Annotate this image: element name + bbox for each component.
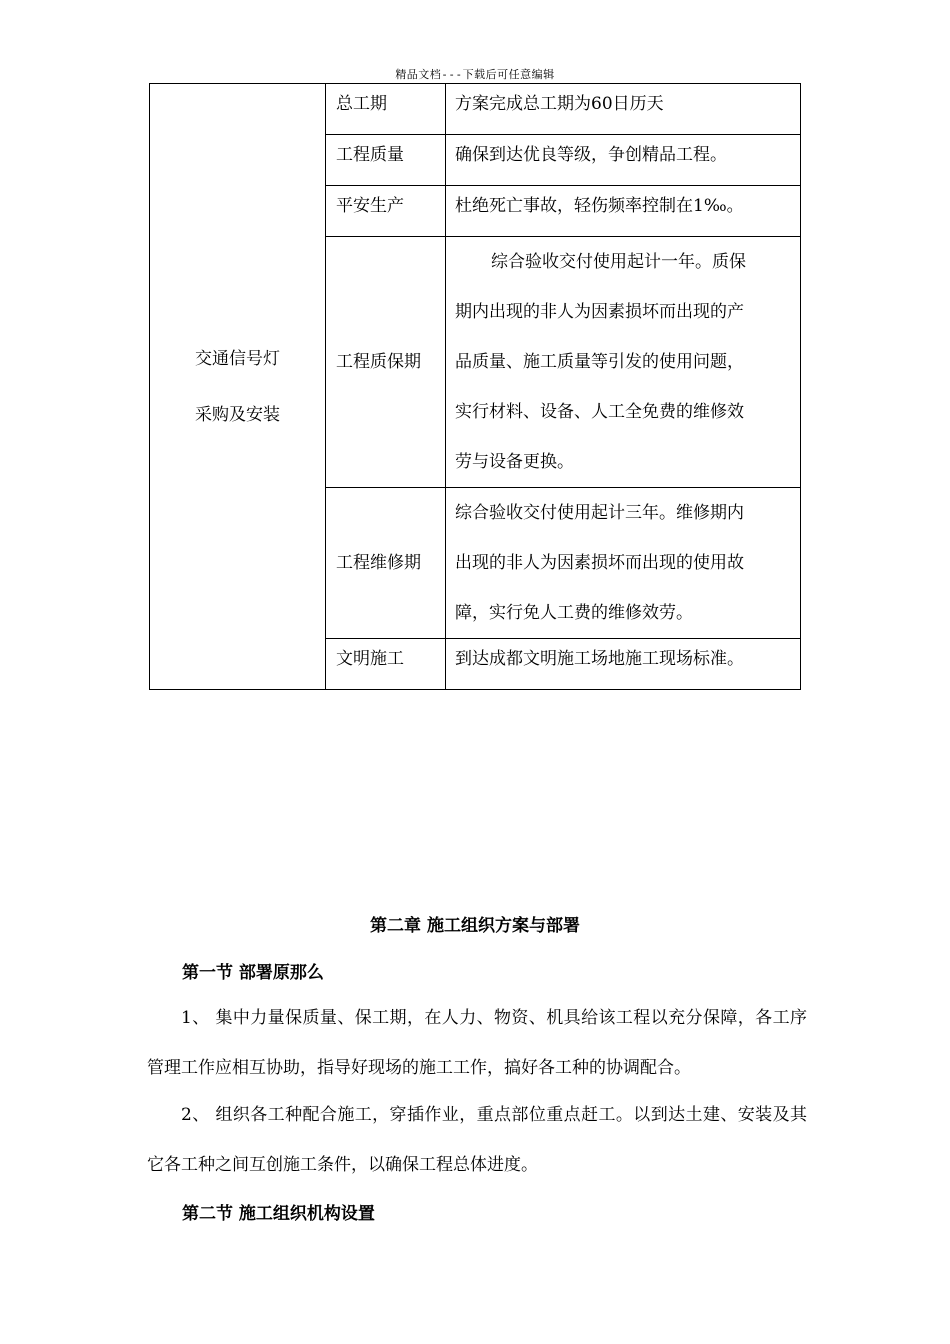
section-title: 第二节 施工组织机构设置 bbox=[182, 1204, 375, 1224]
project-name-line: 交通信号灯 bbox=[195, 348, 280, 369]
project-spec-table bbox=[149, 83, 801, 690]
project-name-line: 采购及安装 bbox=[195, 404, 280, 425]
section-title: 第一节 部署原那么 bbox=[182, 963, 324, 983]
content-line: 劳与设备更换。 bbox=[455, 452, 574, 472]
content-line: 到达成都文明施工场地施工现场标准。 bbox=[455, 649, 744, 669]
item-cell: 工程质量 bbox=[326, 135, 446, 186]
content-cell bbox=[446, 186, 801, 237]
item-cell: 总工期 bbox=[326, 84, 446, 135]
page-header-watermark: 精品文档---下载后可任意编辑 bbox=[395, 68, 555, 81]
content-line: 杜绝死亡事故，轻伤频率控制在1‰。 bbox=[455, 196, 744, 216]
chapter-title: 第二章 施工组织方案与部署 bbox=[370, 916, 580, 936]
content-line: 方案完成总工期为60日历天 bbox=[455, 94, 664, 114]
project-name-cell bbox=[150, 84, 326, 690]
content-line: 综合验收交付使用起计三年。维修期内 bbox=[455, 503, 744, 523]
content-line: 障，实行免人工费的维修效劳。 bbox=[455, 603, 693, 623]
item-cell: 平安生产 bbox=[326, 186, 446, 237]
content-line: 综合验收交付使用起计一年。质保 bbox=[491, 252, 746, 272]
content-line: 确保到达优良等级，争创精品工程。 bbox=[455, 145, 727, 165]
paragraph: 2、 组织各工种配合施工，穿插作业，重点部位重点赶工。以到达土建、安装及其它各工种之间互创施工条件，以确保工程总体进度。 bbox=[147, 1105, 807, 1175]
content-line: 期内出现的非人为因素损坏而出现的产 bbox=[455, 302, 744, 322]
item-cell: 工程维修期 bbox=[326, 488, 446, 639]
content-cell bbox=[446, 135, 801, 186]
table-row bbox=[150, 84, 801, 135]
content-cell bbox=[446, 237, 801, 488]
content-cell bbox=[446, 488, 801, 639]
content-line: 出现的非人为因素损坏而出现的使用故 bbox=[455, 553, 744, 573]
paragraph: 1、 集中力量保质量、保工期，在人力、物资、机具给该工程以充分保障，各工序管理工作应相互协助，指导好现场的施工工作，搞好各工种的协调配合。 bbox=[147, 1008, 807, 1078]
content-line: 实行材料、设备、人工全免费的维修效 bbox=[455, 402, 744, 422]
content-cell bbox=[446, 84, 801, 135]
content-line: 品质量、施工质量等引发的使用问题， bbox=[455, 352, 744, 372]
content-cell bbox=[446, 639, 801, 690]
item-cell: 文明施工 bbox=[326, 639, 446, 690]
item-cell: 工程质保期 bbox=[326, 237, 446, 488]
